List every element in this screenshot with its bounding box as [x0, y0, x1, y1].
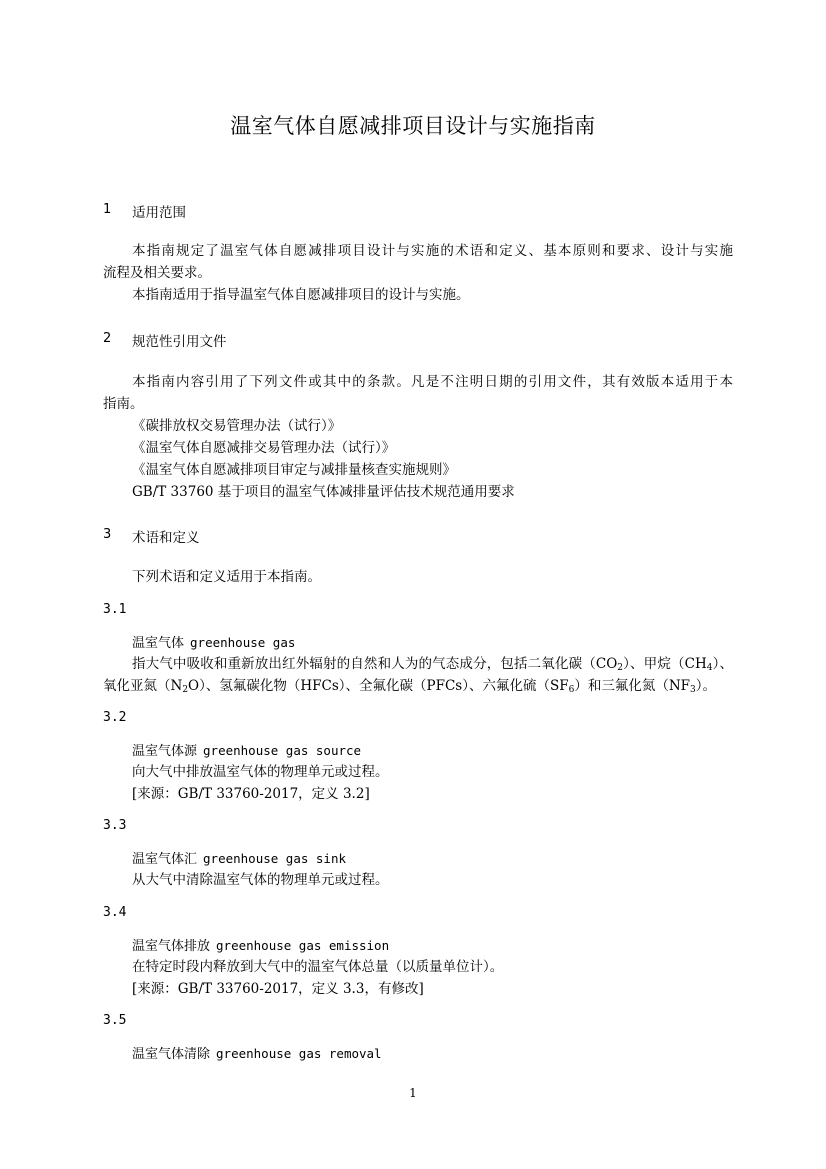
term-cn: 温室气体	[132, 636, 185, 651]
term-source: [来源：GB/T 33760-2017，定义 3.2]	[132, 786, 370, 802]
page-number: 1	[409, 1086, 417, 1100]
reference-doc: GB/T 33760 基于项目的温室气体减排量评估技术规范通用要求	[132, 484, 515, 500]
term-cn: 温室气体清除	[132, 1047, 211, 1062]
term-number: 3.1	[103, 602, 127, 617]
reference-doc: 《温室气体自愿减排项目审定与减排量核查实施规则》	[132, 462, 456, 478]
term-heading	[132, 632, 295, 651]
term-definition: 向大气中排放温室气体的物理单元或过程。	[132, 764, 389, 780]
section-number: 2	[103, 331, 112, 346]
section-number: 1	[103, 202, 112, 217]
term-en: greenhouse gas sink	[203, 851, 347, 866]
term-number: 3.2	[103, 710, 127, 725]
references-intro: 本指南内容引用了下列文件或其中的条款。凡是不注明日期的引用文件，其有效版本适用于本	[132, 374, 733, 390]
reference-doc: 《温室气体自愿减排交易管理办法（试行）》	[132, 440, 396, 456]
terms-intro: 下列术语和定义适用于本指南。	[132, 569, 321, 585]
term-cn: 温室气体排放	[132, 939, 211, 954]
section-title: 适用范围	[132, 205, 186, 221]
term-en: greenhouse gas	[190, 635, 296, 650]
reference-doc: 《碳排放权交易管理办法（试行）》	[132, 418, 342, 434]
section-title: 规范性引用文件	[132, 334, 227, 350]
section-number: 3	[103, 527, 112, 542]
section-title: 术语和定义	[132, 530, 200, 546]
term-definition: 指大气中吸收和重新放出红外辐射的自然和人为的气态成分，包括二氧化碳$(CO_2)$、甲烷$(CH_4)$、	[132, 656, 733, 673]
term-number: 3.4	[103, 905, 127, 920]
term-heading	[132, 740, 361, 759]
term-heading	[132, 935, 389, 954]
term-en: greenhouse gas removal	[216, 1046, 382, 1061]
scope-paragraph-1-cont: 流程及相关要求。	[103, 265, 211, 281]
scope-paragraph-1: 本指南规定了温室气体自愿减排项目设计与实施的术语和定义、基本原则和要求、设计与实施	[132, 243, 733, 259]
references-intro-cont: 指南。	[103, 396, 144, 412]
term-definition-cont: 氧化亚氮$(N_2O)$、氢氟碳化物（HFCs）、全氟化碳（PFCs）、六氟化硫$(SF_6)$和三氟化氮$(NF_3)$。	[103, 678, 716, 695]
scope-paragraph-2: 本指南适用于指导温室气体自愿减排项目的设计与实施。	[132, 287, 470, 303]
term-number: 3.5	[103, 1013, 127, 1028]
term-definition: 在特定时段内释放到大气中的温室气体总量（以质量单位计）。	[132, 959, 504, 975]
term-source: [来源：GB/T 33760-2017，定义 3.3，有修改]	[132, 981, 424, 997]
term-heading	[132, 848, 346, 867]
term-number: 3.3	[103, 818, 127, 833]
page-title: 温室气体自愿减排项目设计与实施指南	[230, 114, 596, 138]
term-en: greenhouse gas source	[203, 743, 362, 758]
term-heading	[132, 1043, 382, 1062]
term-cn: 温室气体汇	[132, 852, 198, 867]
term-cn: 温室气体源	[132, 744, 198, 759]
term-en: greenhouse gas emission	[216, 938, 390, 953]
term-definition: 从大气中清除温室气体的物理单元或过程。	[132, 872, 389, 888]
